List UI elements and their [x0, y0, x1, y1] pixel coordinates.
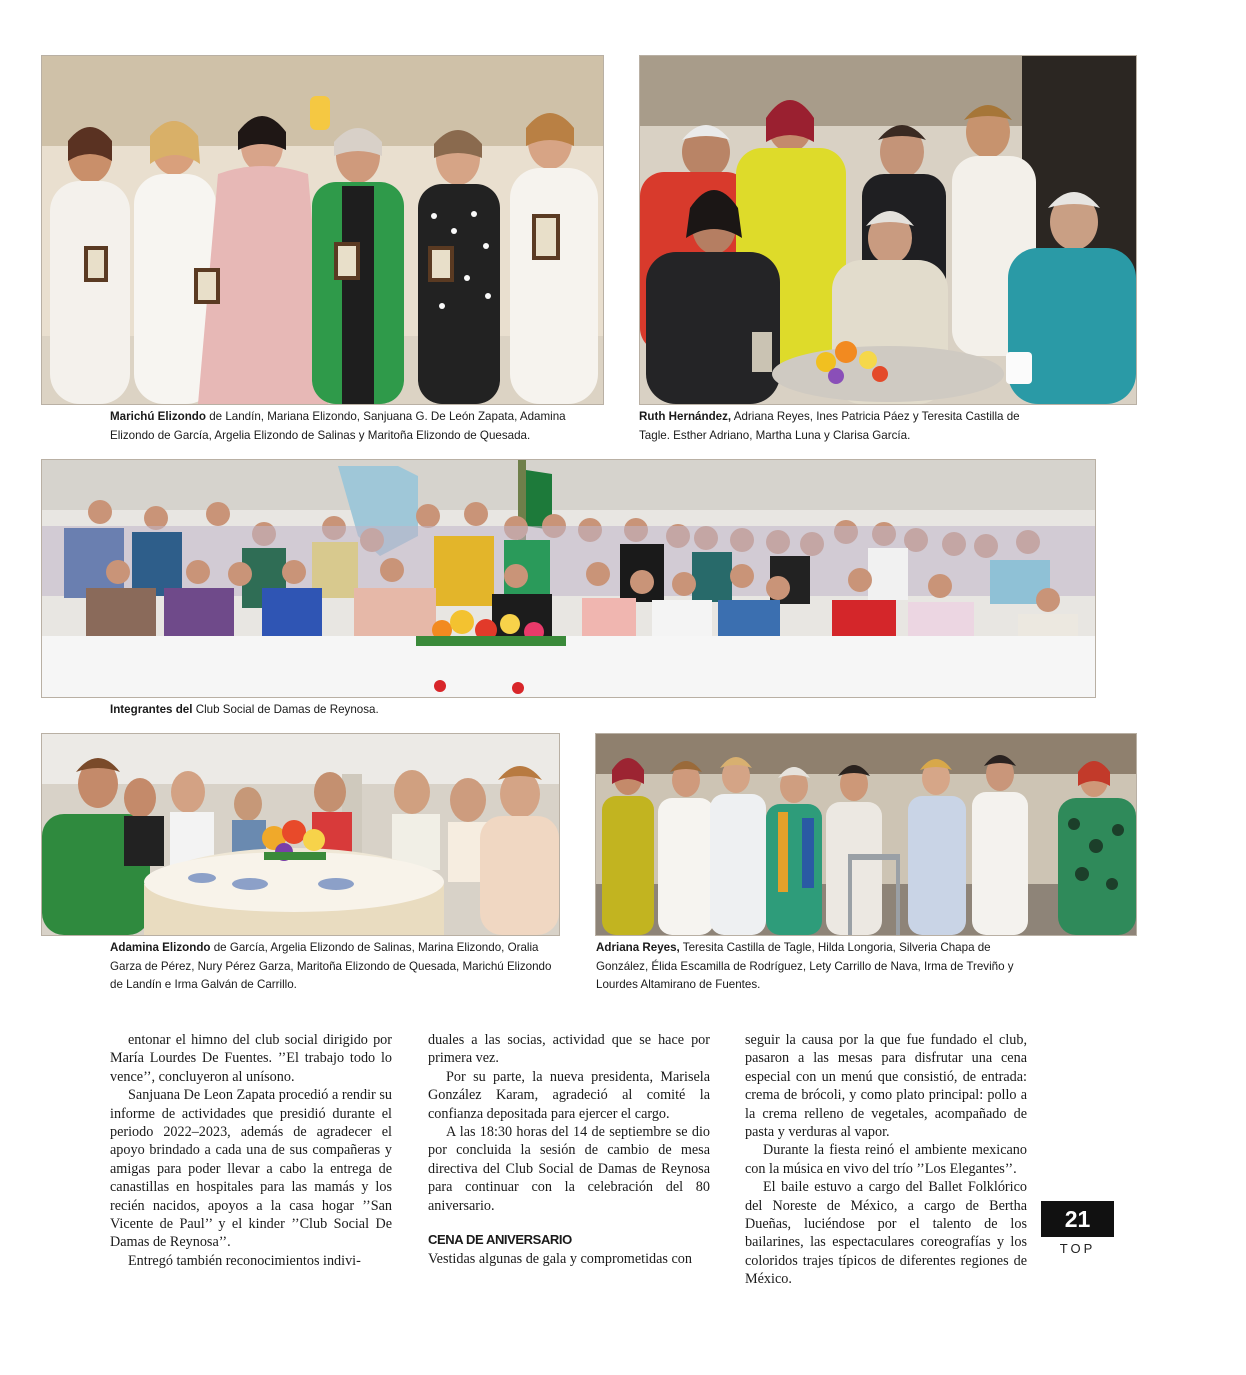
paragraph: A las 18:30 horas del 14 de septiembre se dio por concluida la sesión de cambio de mesa directiva del Club Social de Damas de Reynosa para continuar con la celebración del 80 aniversario. [428, 1124, 710, 1214]
article-column-3 [745, 1031, 1027, 1289]
photo3-caption [110, 701, 710, 720]
article-column-2 [428, 1031, 710, 1268]
paragraph: Entregó también reconocimientos indivi- [128, 1252, 361, 1269]
caption-bold-name: Adamina Elizondo [110, 941, 211, 954]
paragraph: seguir la causa por la que fue fundado el club, pasaron a las mesas para disfrutar una cena especial con un menú que consistió, de entrada: crema de brócoli, y como plato principal: pollo a la crema relleno de vegetales, acompañado de pasta y verduras al vapor. [745, 1032, 1027, 1141]
paragraph: duales a las socias, actividad que se hace por primera vez. [428, 1032, 710, 1067]
page-number: 21 [1041, 1201, 1114, 1237]
paragraph: entonar el himno del club social dirigido por María Lourdes De Fuentes. ’’El trabajo todo lo vence’’, concluyeron al unísono. [110, 1032, 392, 1085]
photo5-caption [596, 939, 1036, 995]
caption-names: de García, Argelia Elizondo de Salinas, Marina Elizondo, Oralia Garza de Pérez, Nury Pérez Garza, Maritoña Elizondo de Quesada, Marichú Elizondo de Landín e Irma Galván de Carrillo. [110, 941, 552, 991]
caption-bold-name: Ruth Hernández, [639, 410, 732, 423]
photo-round-table [41, 733, 560, 936]
section-heading: CENA DE ANIVERSARIO [428, 1232, 572, 1248]
photo-women-with-plaques [41, 55, 604, 405]
caption-names: Club Social de Damas de Reynosa. [192, 703, 379, 716]
section-label: TOP [1059, 1241, 1096, 1256]
paragraph: Durante la fiesta reinó el ambiente mexicano con la música en vivo del trío ’’Los Elegantes’’. [745, 1142, 1027, 1177]
caption-names: de Landín, Mariana Elizondo, Sanjuana G. De León Zapata, Adamina Elizondo de García, Argelia Elizondo de Salinas y Maritoña Elizondo de Quesada. [110, 410, 566, 442]
photo-standing-group [595, 733, 1137, 936]
caption-bold-name: Adriana Reyes, [596, 941, 680, 954]
photo-table-group [639, 55, 1137, 405]
caption-names: Teresita Castilla de Tagle, Hilda Longoria, Silveria Chapa de González, Élida Escamilla de Rodríguez, Lety Carrillo de Nava, Irma de Treviño y Lourdes Altamirano de Fuentes. [596, 941, 1014, 991]
caption-bold-name: Integrantes del [110, 703, 193, 716]
photo4-caption [110, 939, 560, 995]
article-column-1 [110, 1031, 392, 1270]
photo2-caption [639, 408, 1049, 445]
photo-club-group [41, 459, 1096, 698]
paragraph: El baile estuvo a cargo del Ballet Folklórico del Noreste de México, a cargo de Bertha Dueñas, luciéndose por el talento de los bailarines, las espectaculares coreografías y los coloridos trajes típicos de diferentes regiones de México. [745, 1179, 1027, 1288]
photo1-caption [110, 408, 600, 445]
caption-names: Adriana Reyes, Ines Patricia Páez y Teresita Castilla de Tagle. Esther Adriano, Martha Luna y Clarisa García. [639, 410, 1020, 442]
paragraph: Vestidas algunas de gala y comprometidas con [428, 1251, 692, 1268]
paragraph: Por su parte, la nueva presidenta, Marisela González Karam, agradeció al comité la confianza depositada para ejercer el cargo. [428, 1068, 710, 1122]
paragraph: Sanjuana De Leon Zapata procedió a rendir su informe de actividades que presidió durante el periodo 2022–2023, además de agradecer el apoyo brindado a cada una de sus compañeras y amigas para poder llevar a cabo la entrega de canastillas en hospitales para las mamás y los recién nacidos, apoyos a la casa hogar ’’San Vicente de Paul’’ y el kinder ’’Club Social De Damas de Reynosa’’. [110, 1087, 392, 1251]
caption-bold-name: Marichú Elizondo [110, 410, 206, 423]
